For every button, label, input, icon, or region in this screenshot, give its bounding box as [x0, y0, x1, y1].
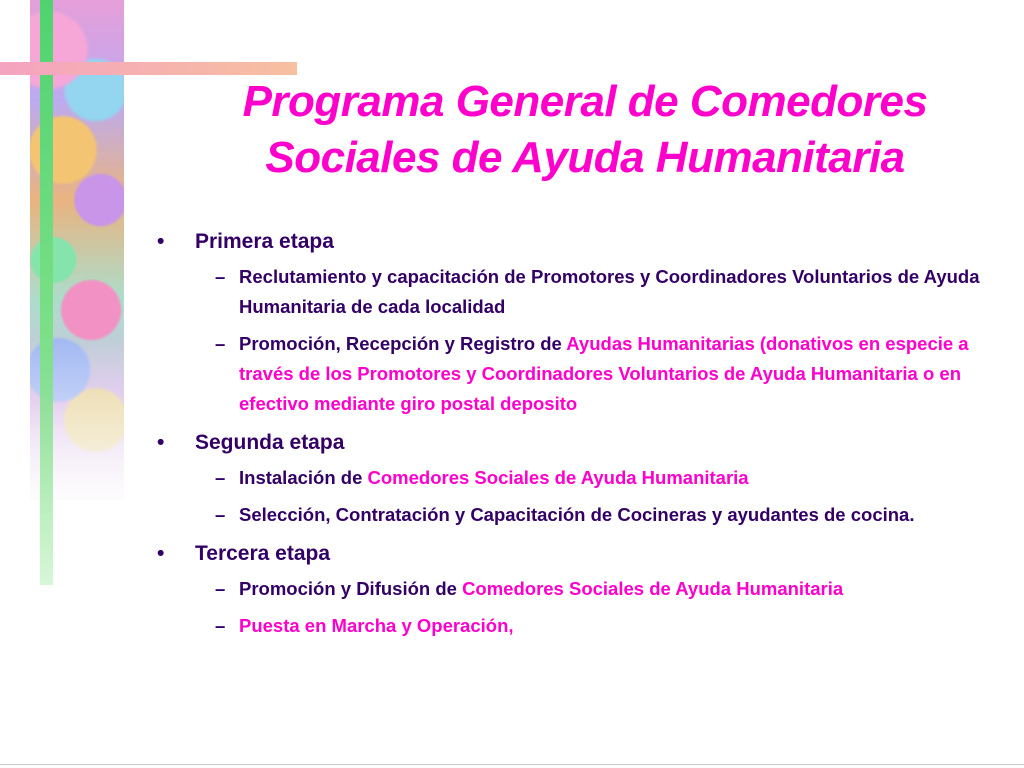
list-item	[215, 329, 1005, 419]
item-highlight: Comedores Sociales de Ayuda Humanitaria	[462, 578, 844, 599]
dash-marker: –	[215, 578, 226, 599]
section-heading: • Primera etapa	[155, 228, 1005, 256]
item-highlight: Ayudas Humanitarias (donativos en especie a través de los Promotores y Coordinadores Voluntarios de Ayuda Humanitaria o en efectivo mediante giro postal deposito	[239, 333, 969, 414]
item-text: Promoción y Difusión de	[239, 578, 463, 599]
section-tercera-etapa	[155, 540, 1005, 641]
decorative-green-vertical-bar	[40, 0, 53, 585]
item-text: Instalación de	[239, 467, 368, 488]
section-segunda-etapa	[155, 429, 1005, 530]
item-text: Selección, Contratación y Capacitación de Cocineras y ayudantes de cocina.	[239, 504, 915, 525]
list-item	[215, 262, 1005, 322]
slide-content	[155, 228, 1005, 651]
list-item	[215, 611, 1005, 641]
slide-title-line-1: Programa General de Comedores	[242, 77, 928, 126]
section-heading: • Tercera etapa	[155, 540, 1005, 568]
dash-marker: –	[215, 504, 226, 525]
slide-title-line-2: Sociales de Ayuda Humanitaria	[265, 133, 905, 182]
item-highlight: Comedores Sociales de Ayuda Humanitaria	[367, 467, 749, 488]
list-item	[215, 574, 1005, 604]
bottom-divider	[0, 764, 1024, 765]
list-item	[215, 463, 1005, 493]
item-text: Reclutamiento y capacitación de Promotores y Coordinadores Voluntarios de Ayuda Humanitaria de cada localidad	[239, 266, 980, 317]
section-heading: • Segunda etapa	[155, 429, 1005, 457]
dash-marker: –	[215, 266, 226, 287]
item-text: Promoción, Recepción y Registro de	[239, 333, 567, 354]
item-highlight: Puesta en Marcha y Operación,	[239, 615, 514, 636]
slide-title	[160, 74, 1010, 186]
section-primera-etapa	[155, 228, 1005, 419]
dash-marker: –	[215, 467, 226, 488]
dash-marker: –	[215, 615, 226, 636]
list-item	[215, 500, 1005, 530]
dash-marker: –	[215, 333, 226, 354]
